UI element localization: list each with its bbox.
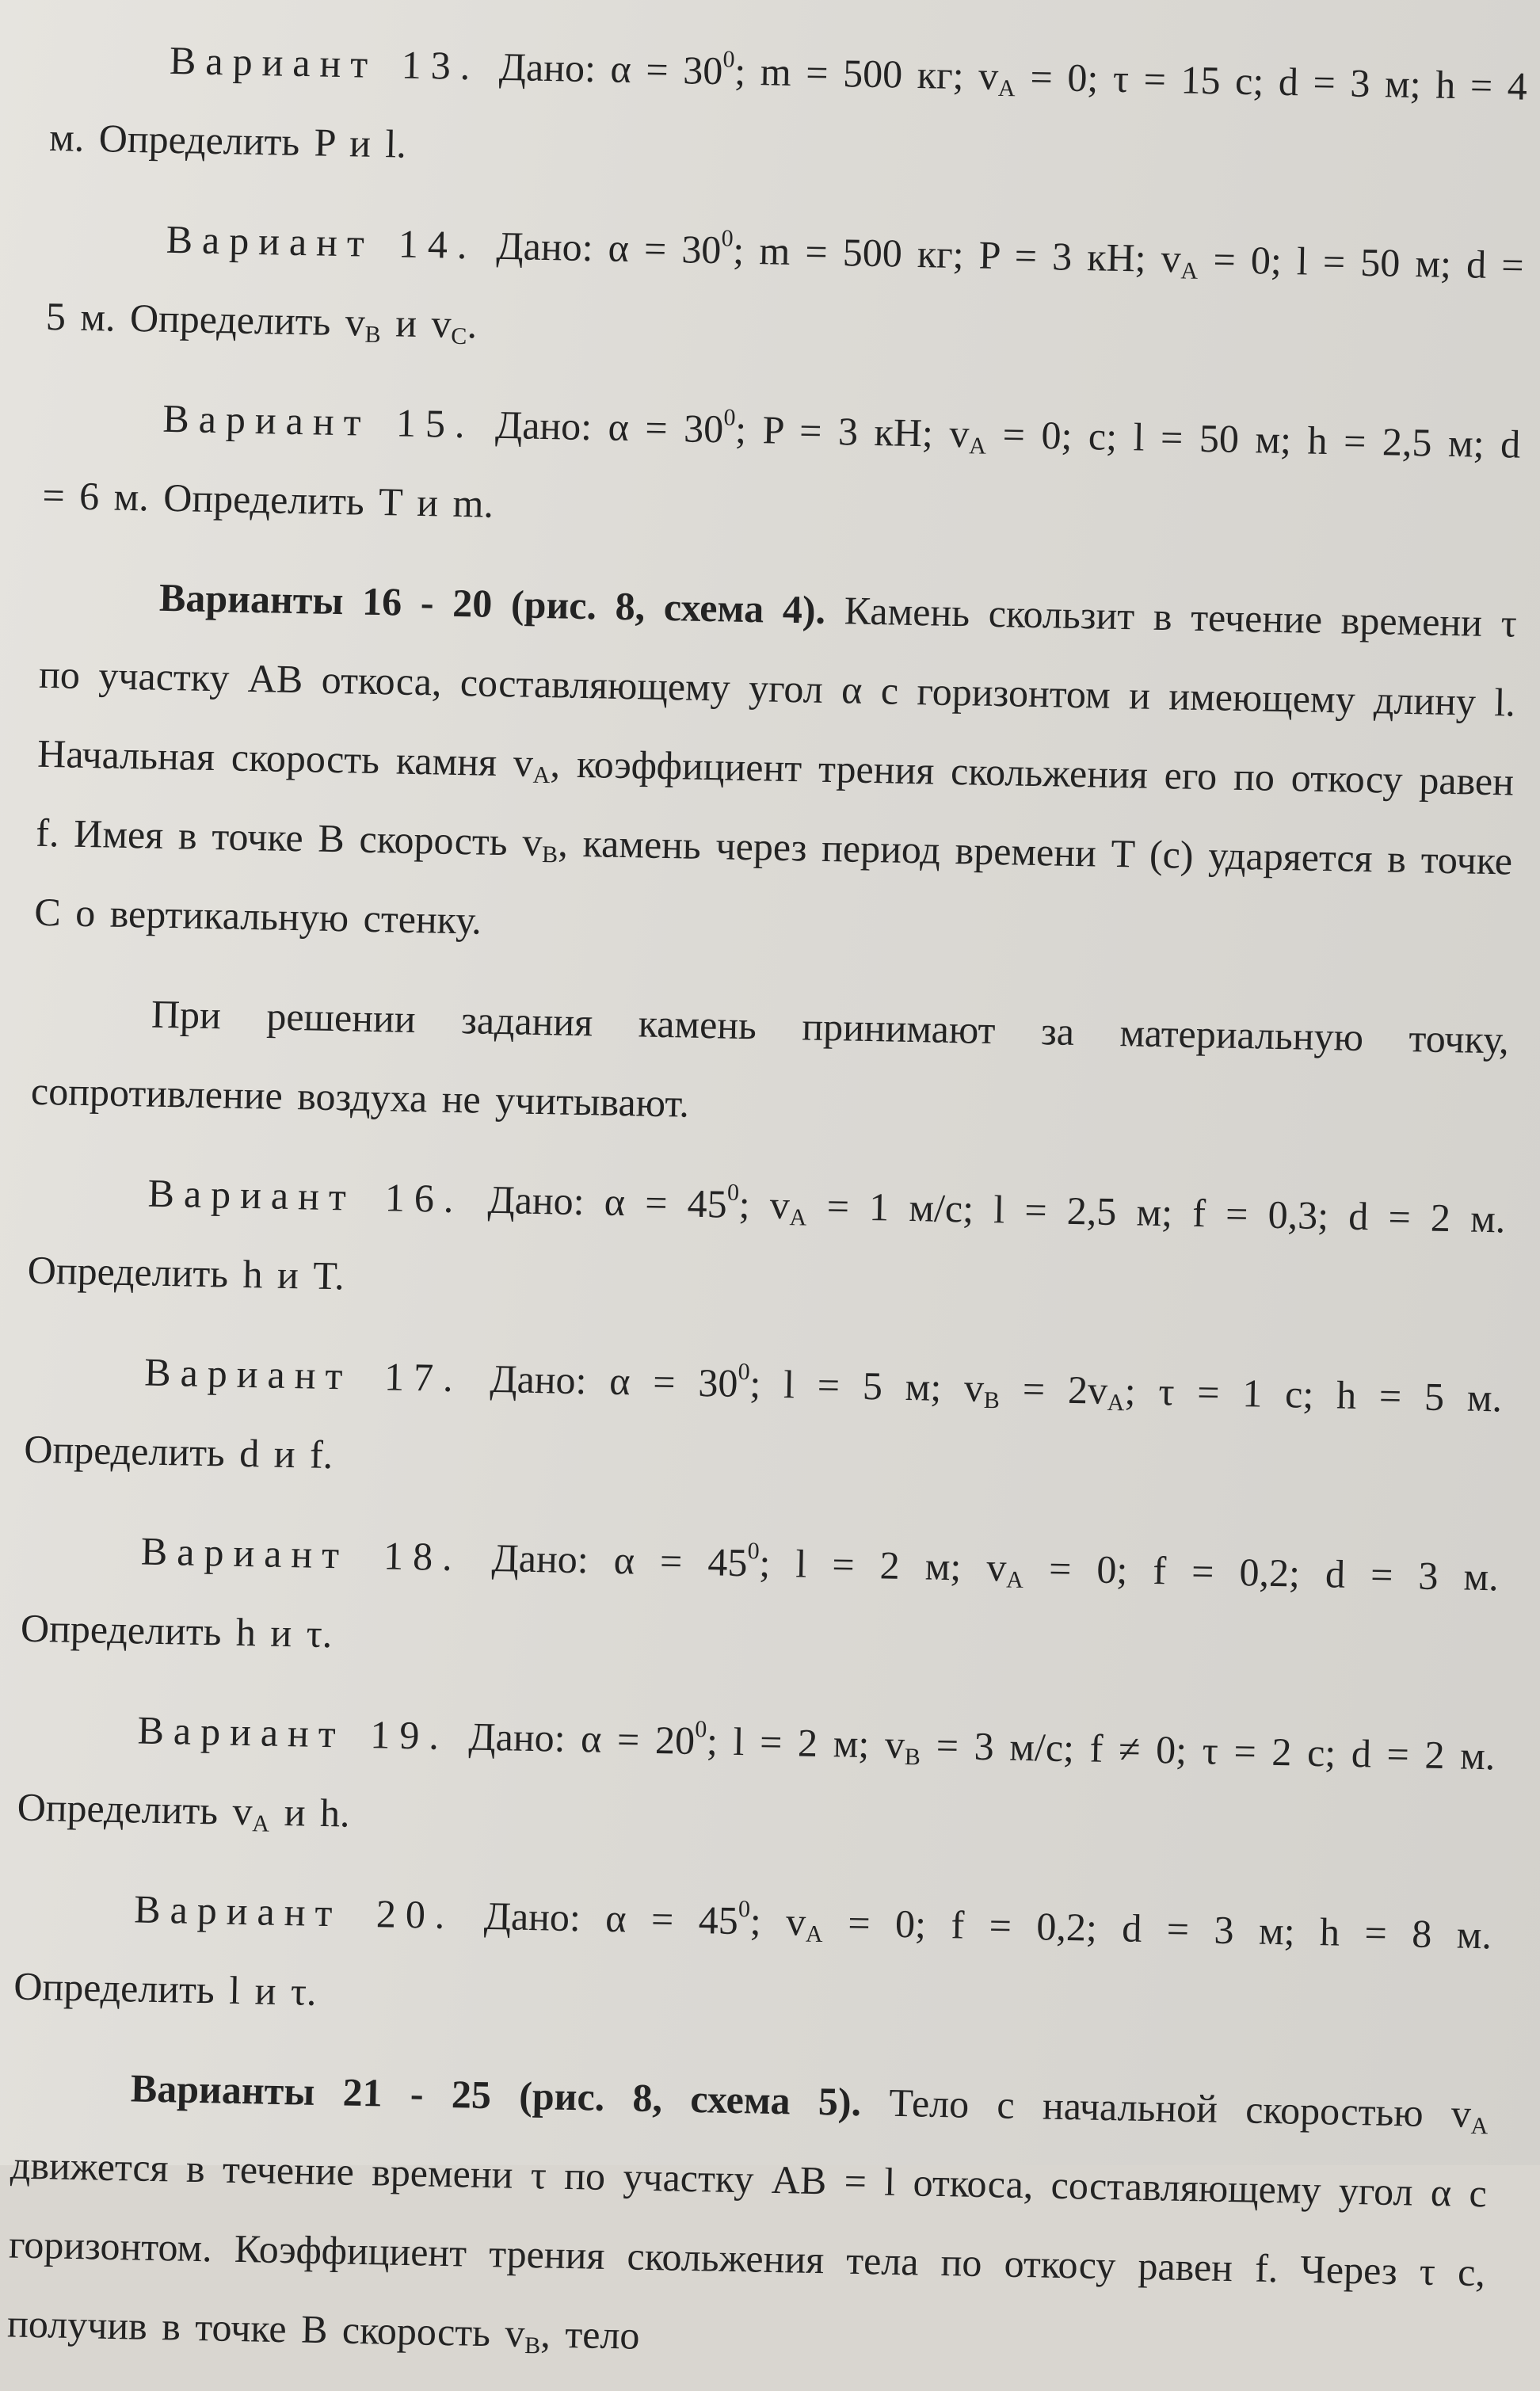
variant-13-text: Дано: α = 30	[483, 44, 723, 93]
variant-17-text: ; τ = 1 с; h = 5 м. Определить d и f.	[23, 1368, 1503, 1478]
subscript: A	[252, 1810, 270, 1837]
variant-13-text: = 0; τ = 15 с; d = 3 м; h = 4 м. Определить P и l.	[48, 54, 1528, 166]
subscript: A	[805, 1920, 823, 1948]
group-21-25-text: Тело с начальной скоростью v	[860, 2080, 1472, 2136]
degree-sup: 0	[723, 404, 736, 431]
variant-20-text: Дано: α = 45	[458, 1893, 739, 1943]
variant-13	[48, 18, 1527, 205]
variant-17-label: Вариант 17.	[143, 1349, 463, 1401]
variant-17	[23, 1330, 1502, 1517]
group-21-25-description	[6, 2046, 1489, 2391]
group-16-20-description	[34, 555, 1518, 980]
subscript: A	[1107, 1389, 1125, 1417]
subscript: B	[983, 1386, 1001, 1414]
document-content	[6, 18, 1527, 2391]
variant-19-label: Вариант 19.	[137, 1707, 449, 1758]
group-21-25-text: движется в течение времени τ по участку AB = l откоса, составляющему угол α с горизонтом. Коэффициент трения скольжения тела по откосу равен f. Через τ с, получив в точке B скорость v	[6, 2142, 1488, 2355]
subscript: B	[904, 1744, 921, 1771]
variant-20-text: ; v	[749, 1898, 806, 1944]
group-21-25-text: , тело	[539, 2311, 641, 2358]
variant-13-label: Вариант 13.	[169, 37, 480, 89]
variant-17-text: = 2v	[999, 1366, 1108, 1413]
group-21-25-label: Варианты 21 - 25 (рис. 8, схема 5).	[130, 2065, 862, 2125]
subscript: A	[1180, 257, 1199, 284]
variant-19-text: ; l = 2 м; v	[706, 1718, 905, 1768]
subscript: A	[1005, 1566, 1024, 1593]
variant-17-text: ; l = 5 м; v	[749, 1361, 985, 1410]
variant-19-text: и h.	[269, 1789, 351, 1836]
degree-sup: 0	[738, 1358, 751, 1386]
variant-15-text: = 0; c; l = 50 м; h = 2,5 м; d = 6 м. Определить T и m.	[42, 411, 1521, 526]
variant-15-label: Вариант 15.	[162, 395, 475, 447]
subscript: A	[789, 1204, 807, 1231]
subscript: C	[451, 322, 467, 350]
variant-14-label: Вариант 14.	[166, 216, 478, 268]
variant-16-text: Дано: α = 45	[467, 1176, 728, 1226]
variant-18-label: Вариант 18.	[140, 1528, 463, 1580]
variant-19	[17, 1688, 1496, 1875]
variant-14-text: и v	[380, 300, 452, 346]
degree-sup: 0	[747, 1538, 760, 1565]
subscript: B	[524, 2332, 541, 2359]
variant-20-label: Вариант 20.	[133, 1886, 455, 1938]
variant-18-text: = 0; f = 0,2; d = 3 м. Определить h и τ.	[20, 1545, 1500, 1657]
variant-16-label: Вариант 16.	[147, 1170, 464, 1222]
subscript: A	[532, 761, 551, 789]
variant-17-text: Дано: α = 30	[467, 1356, 738, 1405]
variant-20	[13, 1867, 1492, 2054]
subscript: A	[1470, 2112, 1489, 2140]
degree-sup: 0	[722, 46, 735, 73]
subscript: A	[997, 74, 1016, 102]
solution-note: При решении задания камень принимают за материальную точку, сопротивление воздуха не учитывают.	[30, 991, 1510, 1126]
group-16-20-text: , камень через период времени T (с) ударяется в точке C о вертикальную стенку.	[33, 820, 1513, 943]
variant-13-text: ; m = 500 кг; v	[734, 48, 999, 98]
degree-sup: 0	[721, 225, 734, 252]
variant-16-text: = 1 м/с; l = 2,5 м; f = 0,3; d = 2 м. Определить h и T.	[27, 1183, 1506, 1298]
variant-14-text: .	[467, 302, 478, 347]
variant-15-text: ; P = 3 кН; v	[734, 406, 970, 456]
variant-15-text: Дано: α = 30	[478, 402, 724, 452]
subscript: B	[364, 321, 381, 349]
variant-16-text: ; v	[738, 1181, 791, 1228]
variant-18-text: Дано: α = 45	[466, 1535, 748, 1585]
variant-14-text: Дано: α = 30	[480, 223, 722, 273]
variant-19-text: Дано: α = 20	[452, 1714, 696, 1763]
variant-14-text: = 0; l = 50 м; d = 5 м. Определить v	[45, 236, 1525, 345]
variant-15	[42, 376, 1521, 563]
variant-18	[20, 1509, 1499, 1696]
group-16-20-text: Камень скользит в течение времени τ по участку AB откоса, составляющему угол α с горизонтом и имеющему длину l. Начальная скорость камня v	[36, 587, 1518, 785]
group-16-20-text: , коэффициент трения скольжения его по откосу равен f. Имея в точке B скорость v	[35, 741, 1515, 865]
variant-14-text: ; m = 500 кг; P = 3 кН; v	[732, 227, 1182, 281]
variant-14	[45, 197, 1524, 384]
group-16-20-label: Варианты 16 - 20 (рис. 8, схема 4).	[158, 574, 826, 632]
degree-sup: 0	[694, 1715, 707, 1743]
degree-sup: 0	[738, 1896, 751, 1923]
subscript: B	[541, 841, 558, 868]
variant-18-text: ; l = 2 м; v	[758, 1540, 1007, 1590]
degree-sup: 0	[726, 1179, 740, 1206]
variant-20-text: = 0; f = 0,2; d = 3 м; h = 8 м. Определить l и τ.	[13, 1900, 1492, 2014]
subscript: A	[968, 433, 987, 460]
variant-16	[27, 1151, 1506, 1338]
variant-19-text: = 3 м/с; f ≠ 0; τ = 2 с; d = 2 м. Определить v	[17, 1722, 1496, 1834]
